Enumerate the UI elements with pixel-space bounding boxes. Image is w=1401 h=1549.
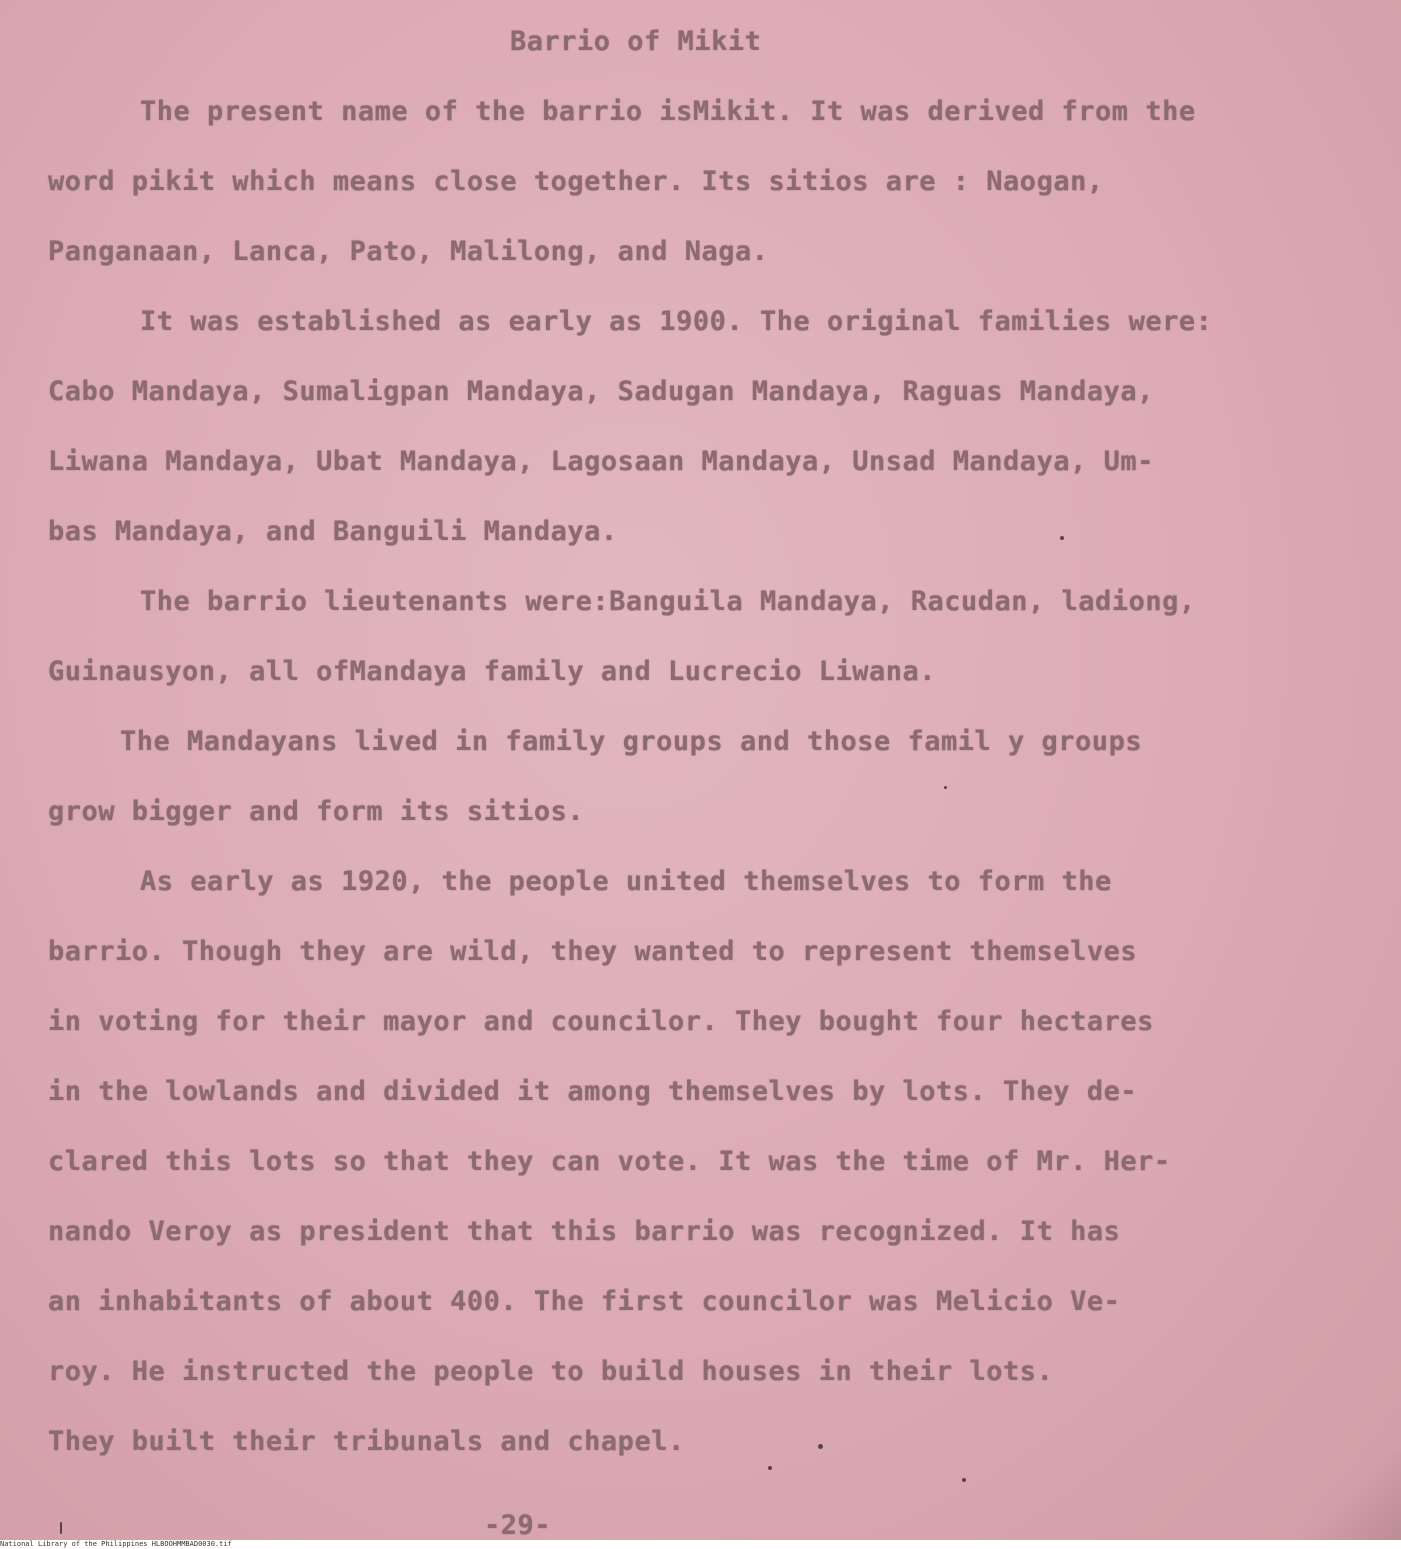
text-line: The Mandayans lived in family groups and those famil y groups <box>120 726 1143 757</box>
text-line: roy. He instructed the people to build houses in their lots. <box>48 1356 1054 1387</box>
ink-speck <box>768 1466 772 1470</box>
text-line: clared this lots so that they can vote. It was the time of Mr. Her- <box>48 1146 1171 1177</box>
text-line: in the lowlands and divided it among themselves by lots. They de- <box>48 1076 1138 1107</box>
ink-speck <box>60 1522 62 1534</box>
text-line: Cabo Mandaya, Sumaligpan Mandaya, Sadugan Mandaya, Raguas Mandaya, <box>48 376 1154 407</box>
text-line: nando Veroy as president that this barrio was recognized. It has <box>48 1216 1121 1247</box>
text-line: word pikit which means close together. Its sitios are : Naogan, <box>48 166 1104 197</box>
text-line: in voting for their mayor and councilor. They bought four hectares <box>48 1006 1154 1037</box>
text-line: an inhabitants of about 400. The first councilor was Melicio Ve- <box>48 1286 1121 1317</box>
ink-speck <box>1060 536 1064 540</box>
text-line: barrio. Though they are wild, they wanted to represent themselves <box>48 936 1138 967</box>
corner-shadow <box>1281 1450 1401 1540</box>
page-number: -29- <box>484 1510 552 1540</box>
text-line: The present name of the barrio isMikit. It was derived from the <box>140 96 1196 127</box>
text-line: bas Mandaya, and Banguili Mandaya. <box>48 516 618 547</box>
text-line: It was established as early as 1900. The original families were: <box>140 306 1213 337</box>
text-line: Panganaan, Lanca, Pato, Malilong, and Naga. <box>48 236 769 267</box>
text-line: grow bigger and form its sitios. <box>48 796 585 827</box>
ink-speck <box>818 1444 823 1449</box>
document-title: Barrio of Mikit <box>510 26 762 57</box>
text-line: The barrio lieutenants were:Banguila Mandaya, Racudan, ladiong, <box>140 586 1196 617</box>
ink-speck <box>962 1478 966 1482</box>
text-line: As early as 1920, the people united themselves to form the <box>140 866 1112 897</box>
text-line: Liwana Mandaya, Ubat Mandaya, Lagosaan Mandaya, Unsad Mandaya, Um- <box>48 446 1154 477</box>
text-line: Guinausyon, all ofMandaya family and Lucrecio Liwana. <box>48 656 937 687</box>
text-line: They built their tribunals and chapel. <box>48 1426 685 1457</box>
ink-speck <box>944 786 947 789</box>
footer-caption: National Library of the Philippines HLBOOHMMBAD0030.tif <box>0 1540 232 1548</box>
